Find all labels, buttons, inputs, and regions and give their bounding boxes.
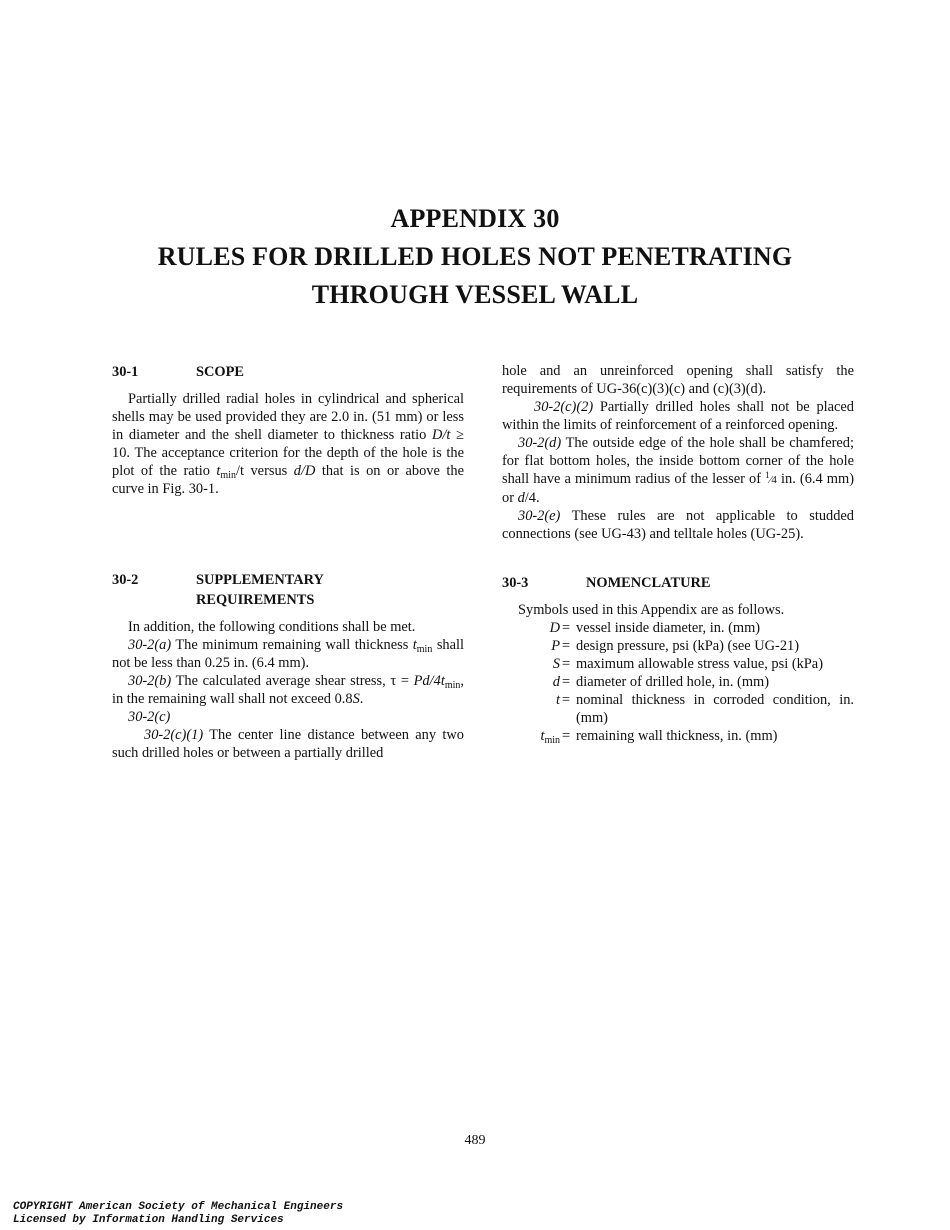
symbol: d — [552, 674, 560, 690]
definition: design pressure, psi (kPa) (see UG-21) — [576, 638, 799, 654]
definition: diameter of drilled hole, in. (mm) — [576, 674, 770, 690]
text-run: /4. — [524, 490, 540, 506]
subscript: min — [444, 680, 461, 691]
item-label: 30-2(b) — [128, 673, 172, 689]
text-run: in. (6.4 mm) or — [502, 471, 854, 506]
page-title — [0, 200, 950, 314]
section-number: 30-1 — [112, 364, 139, 380]
list-item — [502, 727, 854, 745]
subscript: min — [220, 470, 236, 481]
text-run: , in the remaining wall shall not exceed 0.8 — [112, 673, 464, 707]
definition: vessel inside diameter, in. (mm) — [576, 620, 761, 636]
title-part: REQUIREMENTS — [196, 592, 315, 608]
left-column — [112, 362, 464, 762]
item-30-2-d — [502, 434, 854, 507]
supp-intro: In addition, the following conditions shall be met. — [128, 619, 416, 635]
nomenclature-intro: Symbols used in this Appendix are as follows. — [518, 602, 785, 618]
text-run: The calculated average shear stress, τ = — [171, 673, 414, 689]
text-run: that is on or above the curve in Fig. 30-1. — [112, 463, 464, 497]
item-30-2-c — [112, 708, 464, 726]
section-30-3-heading — [502, 573, 854, 593]
item-label: 30-2(a) — [128, 637, 172, 653]
equals-sign: = — [562, 728, 571, 744]
title-line-2: RULES FOR DRILLED HOLES NOT PENETRATING — [157, 242, 793, 271]
symbol: P — [551, 638, 560, 654]
equals-sign: = — [562, 638, 571, 654]
title-line-3: THROUGH VESSEL WALL — [311, 280, 639, 309]
definition: remaining wall thickness, in. (mm) — [576, 728, 778, 744]
list-item — [502, 619, 854, 637]
symbol: D — [549, 620, 560, 636]
nomenclature-list — [502, 619, 854, 745]
subscript: min — [416, 644, 433, 655]
section-30-2-heading — [112, 570, 464, 610]
section-30-1-heading — [112, 362, 464, 382]
text-run: Partially drilled radial holes in cylindrical and spherical shells may be used provided they are 2.0 in. (51 mm) or less in diameter and the shell diameter to thickness ratio — [112, 391, 464, 443]
list-item — [502, 655, 854, 673]
footer-line-2: Licensed by Information Handling Services — [13, 1213, 284, 1226]
item-label: 30-2(c) — [128, 709, 171, 725]
right-column — [502, 362, 854, 745]
item-label: 30-2(d) — [518, 435, 562, 451]
page-number: 489 — [464, 1133, 486, 1148]
formula: Pd/4t — [413, 673, 445, 689]
text-run: These rules are not applicable to studded connections (see UG-43) and telltale holes (UG-25). — [502, 508, 854, 542]
equals-sign: = — [562, 620, 571, 636]
title-line-1: APPENDIX 30 — [390, 204, 560, 233]
text-run: The minimum remaining wall thickness — [171, 637, 413, 653]
item-30-2-b — [112, 672, 464, 708]
item-30-2-a — [112, 636, 464, 672]
list-item — [502, 673, 854, 691]
text-run: . — [359, 691, 364, 707]
formula: t — [216, 463, 221, 479]
subscript: min — [544, 735, 560, 746]
formula: d — [517, 490, 525, 506]
formula: d/D — [293, 463, 316, 479]
fraction-numerator: 1 — [765, 470, 770, 480]
text-run: /t versus — [235, 463, 294, 479]
item-30-2-c-2 — [502, 398, 854, 434]
title-part: SUPPLEMENTARY — [196, 572, 324, 588]
text-run: Partially drilled holes shall not be placed within the limits of reinforcement of a reinforced opening. — [502, 399, 854, 433]
scope-paragraph — [112, 390, 464, 498]
item-label: 30-2(e) — [518, 508, 561, 524]
item-30-2-e — [502, 507, 854, 543]
section-number: 30-3 — [502, 575, 529, 591]
definition: nominal thickness in corroded condition, in. (mm) — [576, 692, 854, 726]
symbol: S — [552, 656, 560, 672]
list-item — [502, 691, 854, 727]
section-title: NOMENCLATURE — [586, 575, 711, 591]
equals-sign: = — [562, 656, 571, 672]
footer-line-1: COPYRIGHT American Society of Mechanical Engineers — [13, 1201, 344, 1213]
fraction — [765, 470, 777, 486]
item-label: 30-2(c)(1) — [144, 727, 204, 743]
item-label: 30-2(c)(2) — [534, 399, 594, 415]
text-run: ≥ 10. The acceptance criterion for the depth of the hole is the plot of the ratio — [112, 427, 464, 479]
copyright-footer — [13, 1201, 343, 1226]
text-run: The outside edge of the hole shall be chamfered; for flat bottom holes, the inside bottom corner of the hole shall have a minimum radius of the lesser of — [502, 435, 854, 487]
formula: S — [352, 691, 360, 707]
formula: t — [412, 637, 417, 653]
equals-sign: = — [562, 692, 571, 708]
text-run: The center line distance between any two such drilled holes or between a partially drilled — [112, 727, 464, 761]
formula: D/t — [431, 427, 451, 443]
section-number: 30-2 — [112, 572, 139, 588]
text-run: shall not be less than 0.25 in. (6.4 mm). — [112, 637, 464, 671]
definition: maximum allowable stress value, psi (kPa) — [576, 656, 823, 672]
section-title: SCOPE — [196, 364, 244, 380]
symbol — [502, 727, 562, 745]
equals-sign: = — [562, 674, 571, 690]
symbol: t — [556, 692, 560, 708]
list-item — [502, 637, 854, 655]
fraction-denominator: ⁄4 — [769, 474, 777, 486]
item-30-2-c-1-continued: hole and an unreinforced opening shall satisfy the requirements of UG-36(c)(3)(c) and (c)(3)(d). — [502, 363, 854, 397]
section-title — [196, 570, 464, 610]
symbol-letter: t — [540, 728, 545, 744]
item-30-2-c-1 — [112, 726, 464, 762]
